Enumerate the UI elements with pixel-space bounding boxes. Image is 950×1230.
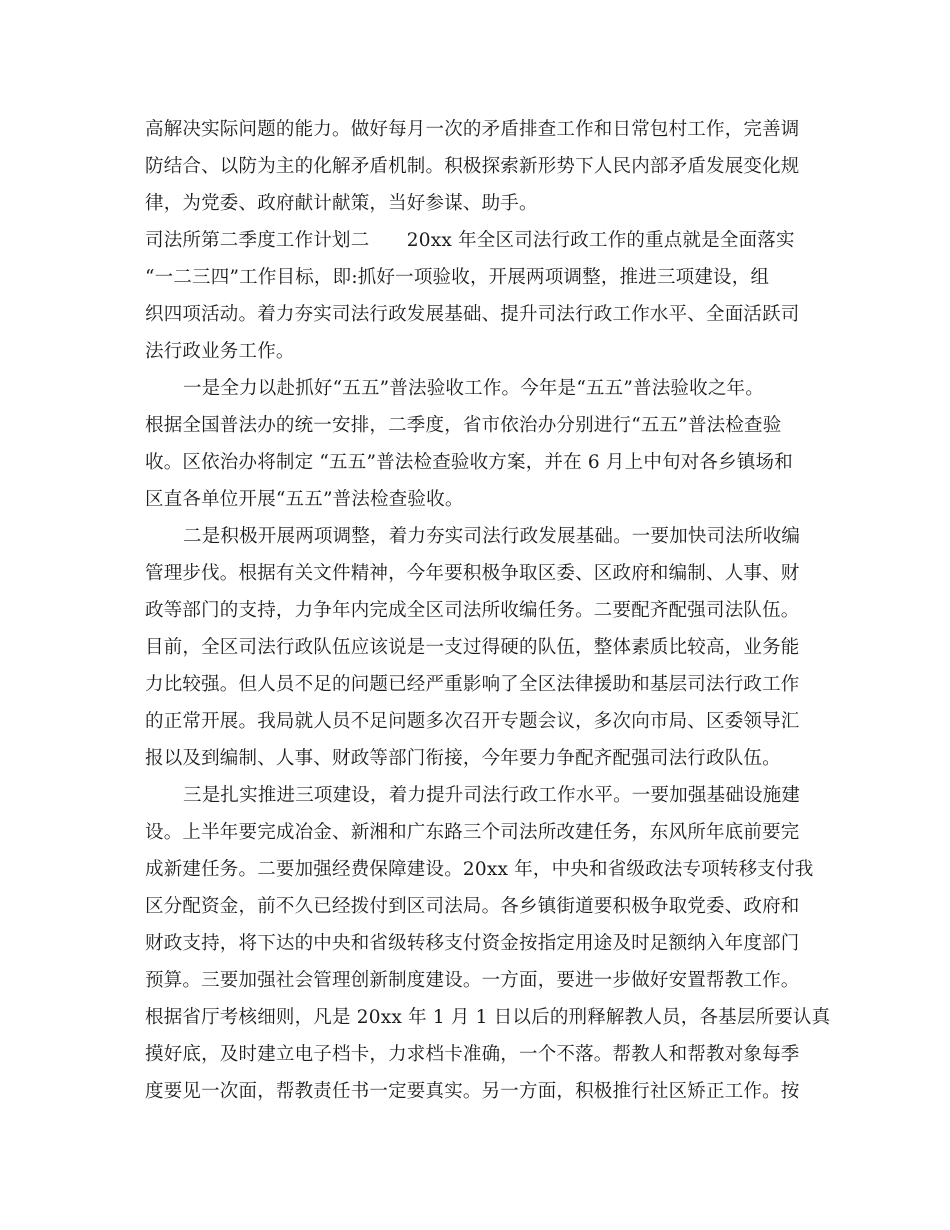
text-line: 律，为党委、政府献计献策，当好参谋、助手。 xyxy=(145,193,538,214)
text-line: 根据省厅考核细则，凡是 20xx 年 1 月 1 日以后的刑释解教人员，各基层所要认真 xyxy=(145,1007,831,1028)
text-line: 预算。三要加强社会管理创新制度建设。一方面，要进一步做好安置帮教工作。 xyxy=(145,970,800,991)
text-line: 力比较强。但人员不足的问题已经严重影响了全区法律援助和基层司法行政工作 xyxy=(145,674,800,695)
paragraph-first-line: 一是全力以赴抓好“五五”普法验收工作。今年是“五五”普法验收之年。 xyxy=(183,378,764,399)
text-line: 织四项活动。着力夯实司法行政发展基础、提升司法行政工作水平、全面活跃司 xyxy=(145,304,800,325)
text-line: 的正常开展。我局就人员不足问题多次召开专题会议，多次向市局、区委领导汇 xyxy=(145,711,800,732)
text-line: 设。上半年要完成冶金、新湘和广东路三个司法所改建任务，东风所年底前要完 xyxy=(145,822,800,843)
text-line: 度要见一次面，帮教责任书一定要真实。另一方面，积极推行社区矫正工作。按 xyxy=(145,1081,800,1102)
text-line: 高解决实际问题的能力。做好每月一次的矛盾排查工作和日常包村工作，完善调 xyxy=(145,119,800,140)
paragraph-first-line: 二是积极开展两项调整，着力夯实司法行政发展基础。一要加快司法所收编 xyxy=(183,526,801,547)
text-line: 区直各单位开展“五五”普法检查验收。 xyxy=(145,489,464,510)
text-line: 防结合、以防为主的化解矛盾机制。积极探索新形势下人民内部矛盾发展变化规 xyxy=(145,156,800,177)
paragraph-first-line: 三是扎实推进三项建设，着力提升司法行政工作水平。一要加强基础设施建 xyxy=(183,785,801,806)
text-line: 区分配资金，前不久已经拨付到区司法局。各乡镇街道要积极争取党委、政府和 xyxy=(145,896,800,917)
text-line: “一二三四”工作目标，即:抓好一项验收，开展两项调整，推进三项建设，组 xyxy=(145,267,770,288)
text-line: 法行政业务工作。 xyxy=(145,341,295,362)
text-line: 成新建任务。二要加强经费保障建设。20xx 年，中央和省级政法专项转移支付我 xyxy=(145,859,814,880)
section-heading-line: 司法所第二季度工作计划二 20xx 年全区司法行政工作的重点就是全面落实 xyxy=(145,230,795,251)
text-line: 目前，全区司法行政队伍应该说是一支过得硬的队伍，整体素质比较高，业务能 xyxy=(145,637,800,658)
text-line: 根据全国普法办的统一安排，二季度，省市依治办分别进行“五五”普法检查验 xyxy=(145,415,782,436)
text-line: 收。区依治办将制定 “五五”普法检查验收方案，并在 6 月上中旬对各乡镇场和 xyxy=(145,452,793,473)
text-line: 管理步伐。根据有关文件精神，今年要积极争取区委、区政府和编制、人事、财 xyxy=(145,563,800,584)
text-line: 政等部门的支持，力争年内完成全区司法所收编任务。二要配齐配强司法队伍。 xyxy=(145,600,800,621)
text-line: 财政支持，将下达的中央和省级转移支付资金按指定用途及时足额纳入年度部门 xyxy=(145,933,800,954)
text-line: 报以及到编制、人事、财政等部门衔接，今年要力争配齐配强司法行政队伍。 xyxy=(145,748,781,769)
text-line: 摸好底，及时建立电子档卡，力求档卡准确，一个不落。帮教人和帮教对象每季 xyxy=(145,1044,800,1065)
